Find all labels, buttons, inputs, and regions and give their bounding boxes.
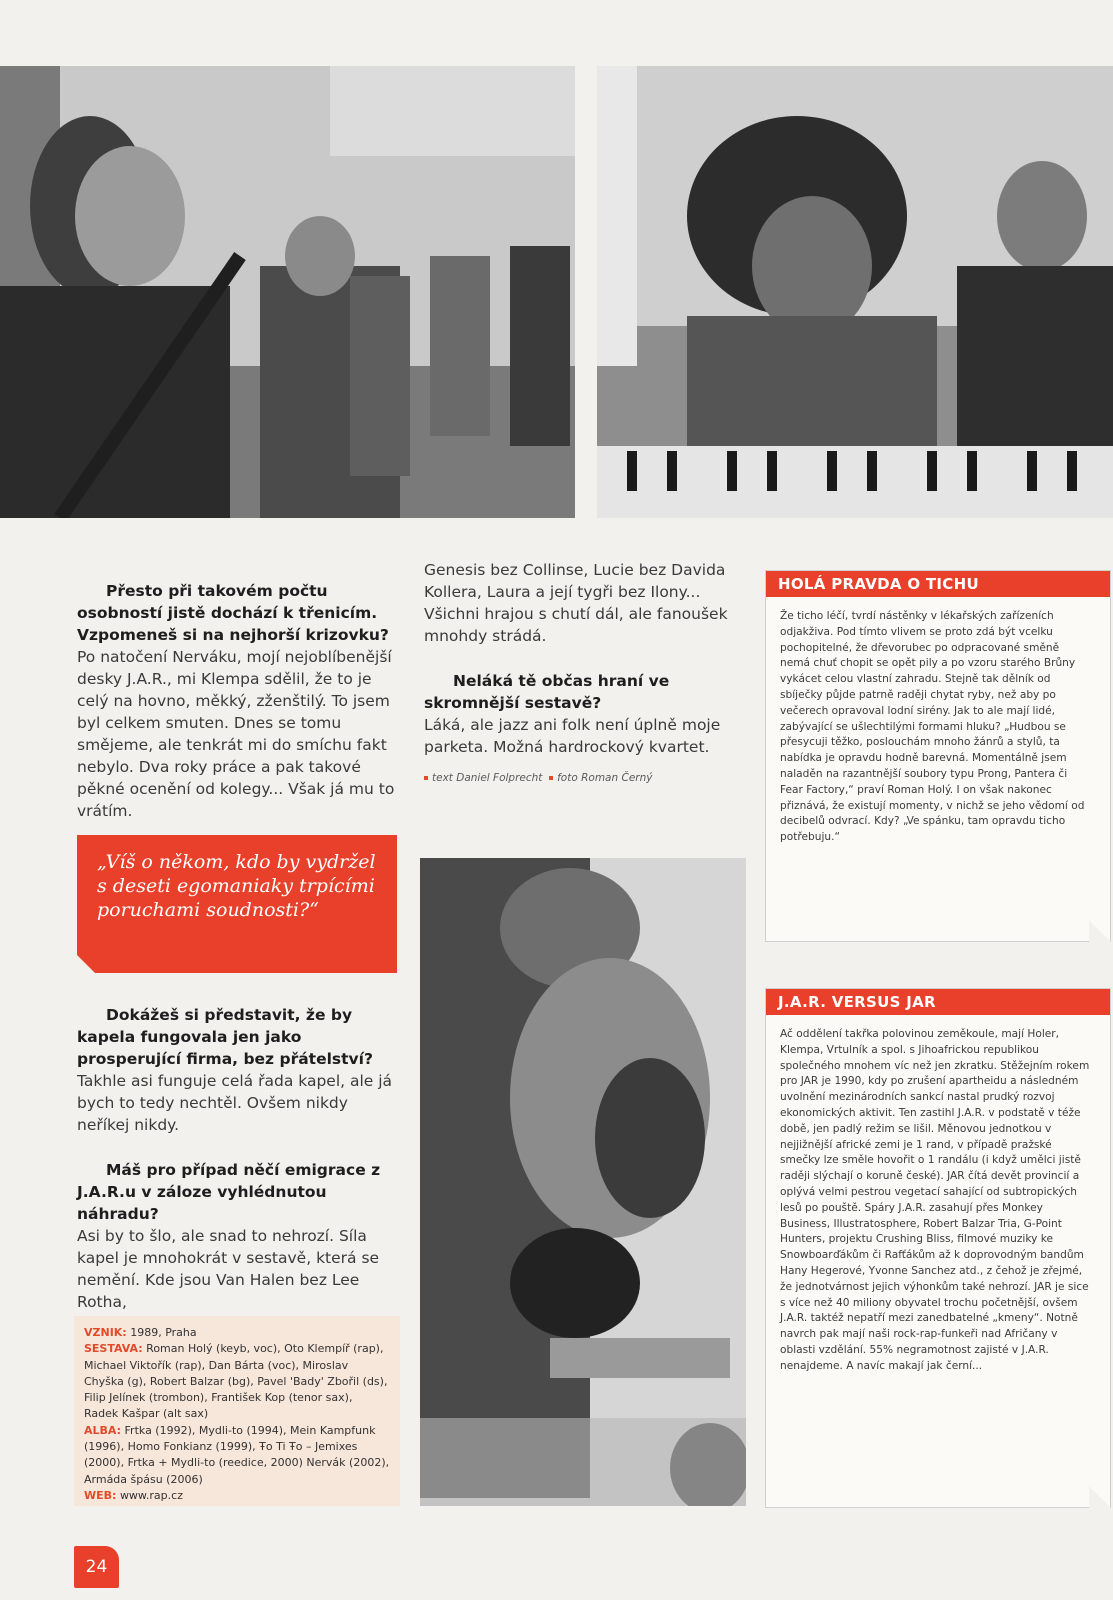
page-number: 24	[74, 1546, 119, 1588]
interview-answer: Takhle asi funguje celá řada kapel, ale já bych to tedy nechtěl. Ovšem nikdy neříkej nikdy.	[77, 1072, 393, 1134]
web-label: WEB:	[84, 1488, 117, 1502]
sestava-value: Roman Holý (keyb, voc), Oto Klempíř (rap), Michael Viktořík (rap), Dan Bárta (voc), Miroslav Chyška (g), Robert Balzar (bg), Pavel 'Bady' Zbořil (ds), Filip Jelínek (trombon), František Kop (tenor sax), Radek Kašpar (alt sax)	[84, 1342, 388, 1421]
photo-brass-players	[420, 858, 746, 1506]
vznik-value: 1989, Praha	[130, 1326, 197, 1339]
sidebar-box-ticho	[765, 570, 1111, 942]
sidebar-box-jar	[765, 988, 1111, 1508]
vznik-label: VZNIK:	[84, 1326, 127, 1339]
sidebar-box-title: J.A.R. VERSUS JAR	[766, 989, 1110, 1015]
sestava-label: SESTAVA:	[84, 1342, 143, 1356]
interview-question: Máš pro případ něčí emigrace z J.A.R.u v záloze vyhlédnutou náhradu?	[77, 1161, 381, 1223]
band-fact-box	[74, 1316, 400, 1506]
pull-quote-corner	[77, 955, 95, 973]
interview-column-1-bottom	[77, 1004, 399, 1313]
interview-answer: Genesis bez Collinse, Lucie bez Davida Kollera, Laura a její tygři bez Ilony... Všichni hrajou s chutí dál, ale fanoušek mnohdy strádá.	[424, 561, 728, 645]
interview-answer: Láká, ale jazz ani folk není úplně moje parketa. Možná hardrockový kvartet.	[424, 716, 721, 756]
interview-question: Přesto při takovém počtu osobností jistě dochází k třenicím. Vzpomeneš si na nejhorší krizovku?	[77, 582, 389, 644]
interview-question: Dokážeš si představit, že by kapela fungovala jen jako prosperující firma, bez přátelství?	[77, 1006, 373, 1068]
web-link[interactable]: www.rap.cz	[119, 1488, 183, 1502]
sidebar-box-corner	[1089, 1486, 1111, 1508]
interview-answer: Po natočení Nerváku, mojí nejoblíbenější desky J.A.R., mi Klempa sdělil, že to je celý na hovno, měkký, zženštilý. To jsem byl celkem smuten. Dnes se tomu smějeme, ale tenkrát mi do smíchu fakt nebylo. Dva roky práce a pak takové pěkné ocenění od kolegy... Však já mu to vrátím.	[77, 648, 395, 820]
photo-band-rehearsal	[0, 66, 575, 518]
sidebar-box-corner	[1089, 920, 1111, 942]
alba-label: ALBA:	[84, 1423, 122, 1437]
interview-column-1-top	[77, 580, 399, 822]
interview-answer: Asi by to šlo, ale snad to nehrozí. Síla kapel je mnohokrát v sestavě, která se nemění. Kde jsou Van Halen bez Lee Rotha,	[77, 1227, 380, 1311]
sidebar-box-text: Ač oddělení takřka polovinou zeměkoule, mají Holer, Klempa, Vrtulník a spol. s Jihoafrickou republikou společného mnohem víc než jen zkratku. Stěžejním rokem pro JAR je 1990, kdy po zrušení apartheidu a následném uvolnění mezinárodních sankcí nastal prudký rozvoj ekonomických aktivit. Ten zastihl J.A.R. v podstatě v téže době, jen padlý režim se lišil. Měnovou jednotkou v nejjižnější africké zemi je 1 rand, v případě pražské smečky lze směle hovořit o 1 randálu (i když umělci jistě raději slýchají o koruně české). JAR čítá devět provincií a oplývá velmi pestrou vegetací sahající od subtropických lesů po pouště. Spáry J.A.R. zasahují přes Monkey Business, Illustratosphere, Robert Balzar Tria, G-Point Hunters, projektu Crushing Bliss, filmové muziky ke Snowboarďákům či Rafťákům až k doprovodným bandům Hany Hegerové, Yvonne Sanchez atd., z čehož je zřejmé, že jednotvárnost jejich výhonkům také nehrozí. JAR je sice s více než 40 miliony obyvatel trochu početnější, ovšem J.A.R. taktéž nepatří mezi zanedbatelné „kmeny“. Notně navrch pak mají naši rock-rap-funkeři nad Afričany v oblasti vzdělání. 55% negramotnost zajisté v J.A.R. nenajdeme. A navíc makají jak černí...	[780, 1028, 1090, 1372]
interview-question: Neláká tě občas hraní ve skromnější sestavě?	[424, 672, 670, 712]
sidebar-box-title: HOLÁ PRAVDA O TICHU	[766, 571, 1110, 597]
photo-keyboardist	[597, 66, 1113, 518]
pull-quote-text: „Víš o někom, kdo by vydržel s deseti egomaniaky trpícími poruchami soudnosti?“	[97, 851, 376, 921]
pull-quote	[77, 835, 397, 973]
alba-value: Frtka (1992), Mydli-to (1994), Mein Kampfunk (1996), Homo Fonkianz (1999), Ŧo Ti Ŧo – Jemixes (2000), Frtka + Mydli-to (reedice, 2000) Nervák (2002), Armáda špásu (2006)	[84, 1423, 390, 1486]
article-credits	[424, 772, 652, 784]
interview-column-2	[424, 559, 746, 758]
sidebar-box-text: Že ticho léčí, tvrdí nástěnky v lékařských zařízeních odjakživa. Pod tímto vlivem se proto zdá být vcelku pochopitelné, že dřevorubec po odpracované směně nemá chuť chopit se opět pily a po vzoru starého Brůny vykácet celou vlastní zahradu. Stejně tak dělník od sbíječky půjde patrně raději chytat ryby, než aby po večerech opravoval lodní sirény. Jak to ale mají lidé, zabývající se ušlechtilými formami hluku? „Hudbou se přesycuji těžko, poslouchám mnoho žánrů a stylů, ta nabídka je opravdu hodně barevná. Momentálně jsem naladěn na razantnější soubory typu Prong, Pantera či Fear Factory,“ praví Roman Holý. I on však nakonec přiznává, že existují momenty, v nichž se jeho vědomí od decibelů odvrací. Kdy? „Ve spánku, tam opravdu ticho potřebuju.“	[780, 610, 1085, 844]
text-credit: text Daniel Folprecht	[432, 772, 543, 784]
photo-credit: foto Roman Černý	[557, 772, 653, 784]
